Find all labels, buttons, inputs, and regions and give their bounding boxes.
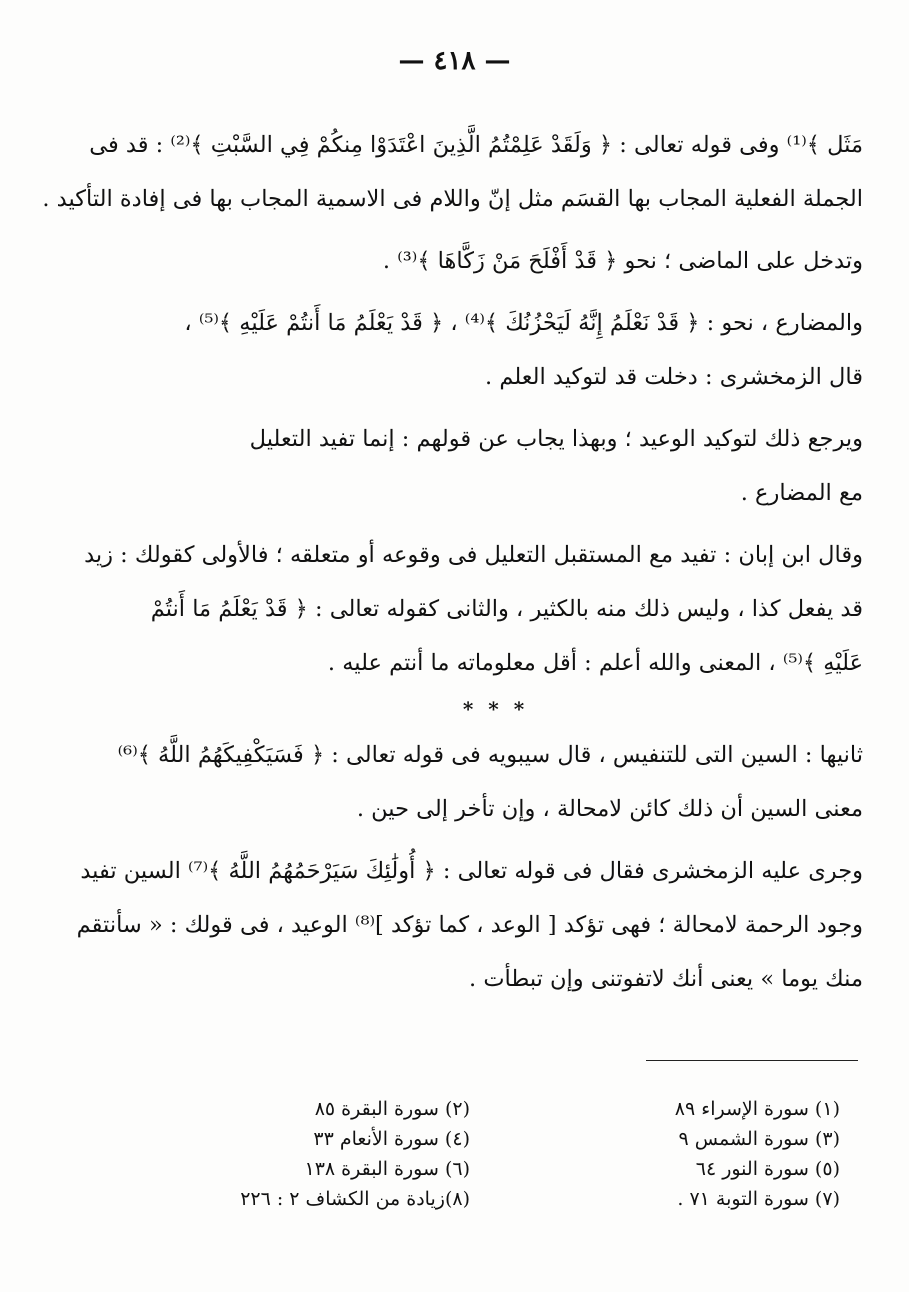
text-line: ويرجع ذلك لتوكيد الوعيد ؛ وبهذا يجاب عن قولهم : إنما تفيد التعليل [249, 426, 863, 452]
footnote: (٨)زيادة من الكشاف ٢ : ٢٢٦ [240, 1188, 470, 1210]
text-line: عَلَيْهِ ﴾⁽⁵⁾ ، المعنى والله أعلم : أقل معلوماته ما أنتم عليه . [327, 650, 863, 676]
main-text [42, 118, 863, 1006]
footnote: (٥) سورة النور ٦٤ [695, 1158, 840, 1180]
paragraph [128, 234, 863, 288]
text-line: وتدخل على الماضى ؛ نحو ﴿ قَدْ أَفْلَحَ مَنْ زَكَّاهَا ﴾⁽³⁾ . [382, 248, 863, 274]
text-line: وقال ابن إبان : تفيد مع المستقبل التعليل فى وقوعه أو متعلقه ؛ فالأولى كقولك : زيد [84, 542, 863, 568]
text-line: وجود الرحمة لامحالة ؛ فهى تؤكد [ الوعد ، كما تؤكد ]⁽⁸⁾ الوعيد ، فى قولك : « سأنتقم [76, 912, 863, 938]
paragraph [128, 412, 863, 520]
text-line: قد يفعل كذا ، وليس ذلك منه بالكثير ، والثانى كقوله تعالى : ﴿ قَدْ يَعْلَمُ مَا أَنتُمْ [150, 596, 863, 622]
footnotes [150, 1094, 840, 1214]
footnote: (٢) سورة البقرة ٨٥ [314, 1098, 470, 1120]
text-line: والمضارع ، نحو : ﴿ قَدْ نَعْلَمُ إِنَّهُ لَيَحْزُنُكَ ﴾⁽⁴⁾ ، ﴿ قَدْ يَعْلَمُ مَا أَنتُمْ عَلَيْهِ ﴾⁽⁵⁾ ، [184, 310, 863, 336]
text-line: الجملة الفعلية المجاب بها القسَم مثل إنّ واللام فى الاسمية المجاب بها فى إفادة التأكيد . [42, 186, 863, 212]
footnote: (١) سورة الإسراء ٨٩ [674, 1098, 840, 1120]
text-line: وجرى عليه الزمخشرى فقال فى قوله تعالى : ﴿ أُولَٰئِكَ سَيَرْحَمُهُمُ اللَّهُ ﴾⁽⁷⁾ السين تفيد [80, 858, 863, 884]
text-line: مَثَل ﴾⁽¹⁾ وفى قوله تعالى : ﴿ وَلَقَدْ عَلِمْتُمُ الَّذِينَ اعْتَدَوْا مِنكُمْ فِي السَّبْتِ ﴾⁽²⁾ : قد فى [89, 132, 863, 158]
paragraph [128, 296, 863, 404]
text-line: قال الزمخشرى : دخلت قد لتوكيد العلم . [485, 364, 863, 390]
footnote: (٧) سورة التوبة ٧١ . [677, 1188, 840, 1210]
footnotes-column-even [150, 1094, 470, 1214]
text-line: مع المضارع . [740, 480, 863, 506]
paragraph [84, 528, 863, 690]
section-separator: * * * [462, 697, 529, 721]
footnote: (٦) سورة البقرة ١٣٨ [304, 1158, 470, 1180]
text-line: منك يوما » يعنى أنك لاتفوتنى وإن تبطأت . [469, 966, 863, 992]
page-number: — ٤١٨ — [398, 46, 511, 76]
footnote: (٣) سورة الشمس ٩ [678, 1128, 840, 1150]
footnote-divider [646, 1060, 858, 1061]
paragraph [117, 728, 863, 836]
text-line: ثانيها : السين التى للتنفيس ، قال سيبويه فى قوله تعالى : ﴿ فَسَيَكْفِيكَهُمُ اللَّهُ ﴾⁽⁶⁾ [117, 742, 863, 768]
footnotes-column-odd [600, 1094, 840, 1214]
footnote: (٤) سورة الأنعام ٣٣ [313, 1128, 470, 1150]
paragraph [76, 844, 863, 1006]
paragraph [42, 118, 863, 226]
text-line: معنى السين أن ذلك كائن لامحالة ، وإن تأخر إلى حين . [356, 796, 863, 822]
